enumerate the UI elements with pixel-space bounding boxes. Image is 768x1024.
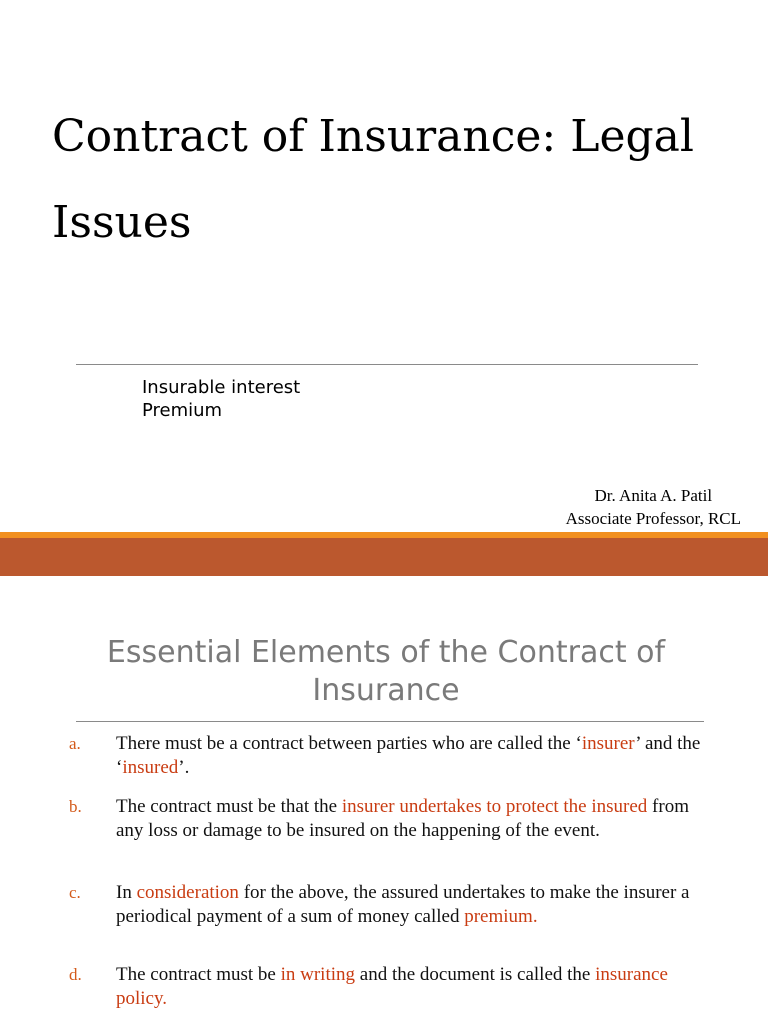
text-run: The contract must be that the	[116, 796, 342, 817]
list-marker: a.	[69, 734, 81, 753]
highlighted-term: premium.	[464, 906, 538, 927]
highlighted-term: in writing	[280, 964, 356, 985]
text-run: for the above, the assured undertakes to make the insurer a periodical payment of a sum of money called	[116, 882, 690, 927]
subtitle-line: Insurable interest	[142, 377, 301, 398]
highlighted-term: insurer	[581, 733, 636, 754]
highlighted-term: insurer undertakes to protect the insured	[341, 796, 648, 817]
list-item-text	[116, 732, 706, 780]
content-slide	[0, 576, 768, 1024]
text-run: ’.	[178, 757, 190, 778]
subtitle-list	[142, 376, 300, 422]
list-marker: d.	[69, 965, 82, 984]
list-marker: c.	[69, 883, 81, 902]
slide-separator-rust	[0, 538, 768, 576]
text-run: There must be a contract between parties who are called the ‘	[116, 733, 582, 754]
list-marker: b.	[69, 797, 82, 816]
highlighted-term: insured	[122, 757, 179, 778]
content-heading: Essential Elements of the Contract of Insurance	[106, 635, 666, 708]
author-role: Associate Professor, RCL	[565, 509, 741, 528]
list-item-text	[116, 963, 706, 1011]
text-run: The contract must be	[116, 964, 281, 985]
highlighted-term: insurance policy.	[116, 964, 668, 1009]
author-block	[566, 484, 741, 530]
subtitle-line: Premium	[142, 400, 223, 421]
text-run: ’ and the ‘	[116, 733, 701, 778]
heading-divider	[76, 721, 704, 722]
text-run: and the document is called the	[355, 964, 596, 985]
title-divider	[76, 364, 698, 365]
highlighted-term: consideration	[136, 882, 239, 903]
list-item-text	[116, 881, 706, 929]
text-run: from any loss or damage to be insured on the happening of the event.	[116, 796, 689, 841]
slide-title: Contract of Insurance: Legal Issues	[52, 111, 694, 248]
author-name: Dr. Anita A. Patil	[594, 486, 713, 505]
list-item-text	[116, 795, 706, 843]
text-run: In	[116, 882, 137, 903]
